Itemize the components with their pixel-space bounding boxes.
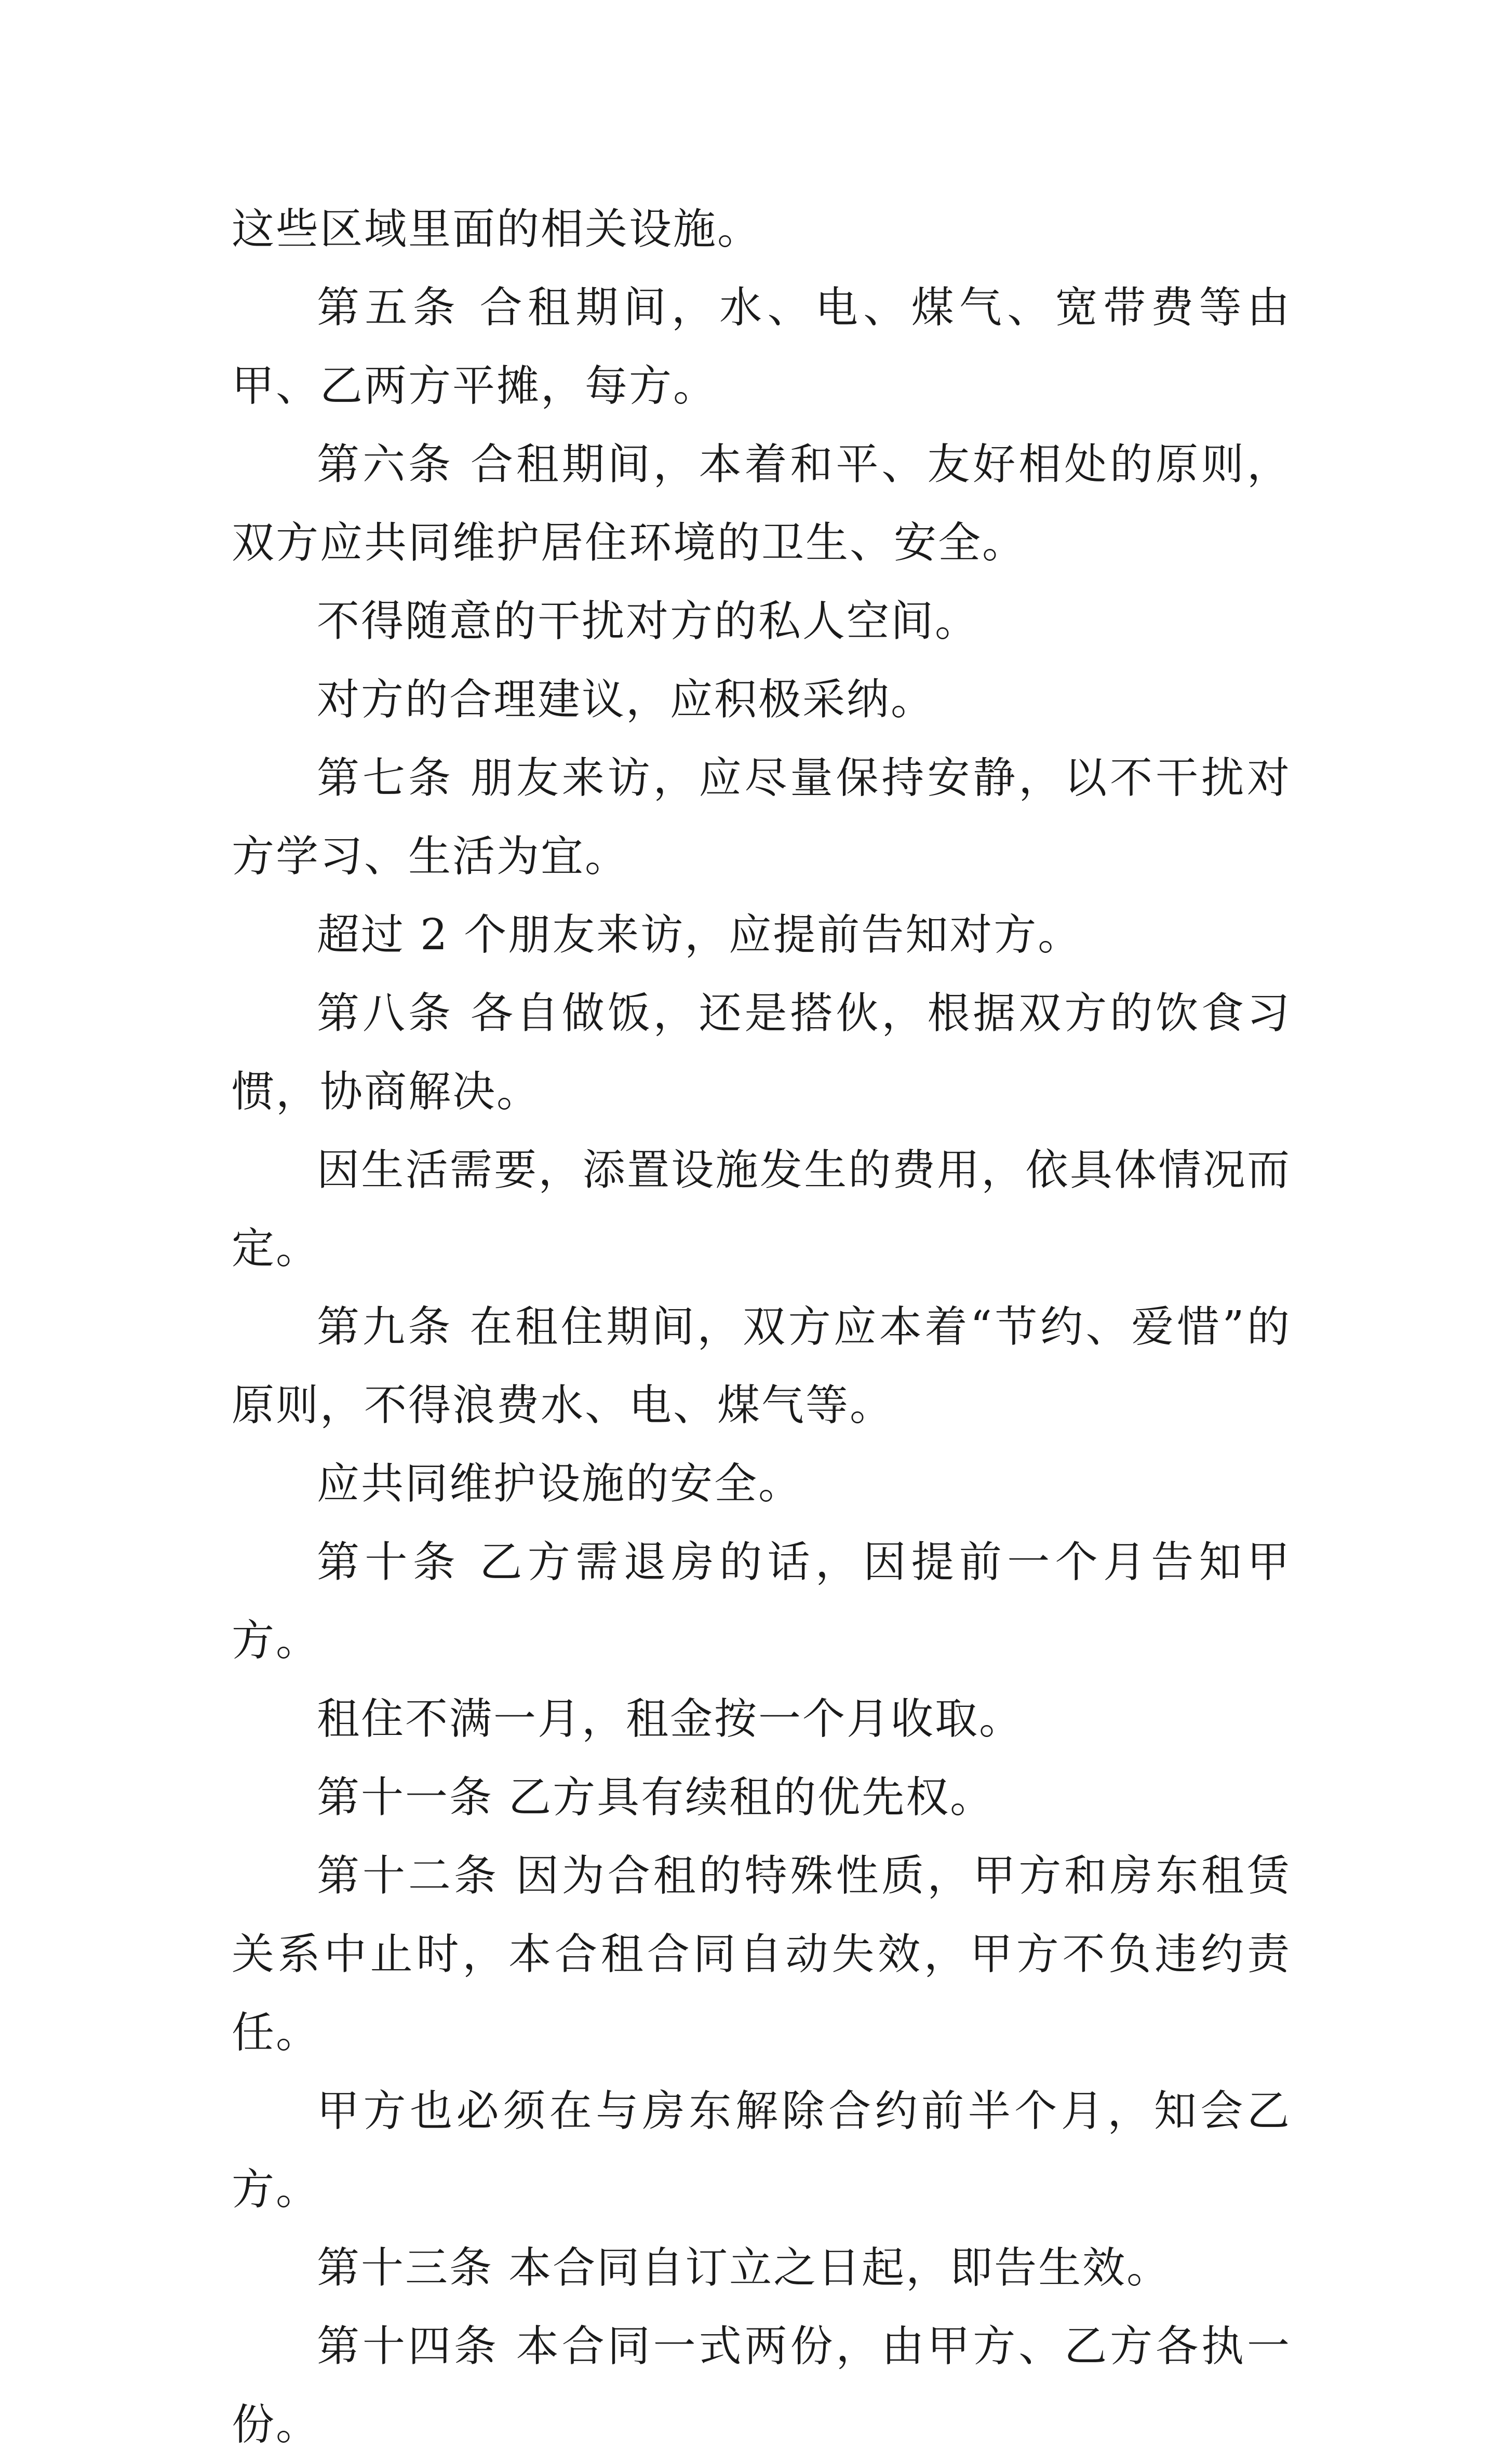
paragraph-article-5: 第五条 合租期间，水、电、煤气、宽带费等由甲、乙两方平摊，每方。: [232, 283, 1291, 411]
paragraph-article-8: 第八条 各自做饭，还是搭伙，根据双方的饮食习惯，协商解决。: [232, 989, 1291, 1116]
paragraph-rent-month: 租住不满一月，租金按一个月收取。: [317, 1694, 1024, 1744]
paragraph-article-6: 第六条 合租期间，本着和平、友好相处的原则，双方应共同维护居住环境的卫生、安全。: [232, 440, 1291, 568]
paragraph-suggestions: 对方的合理建议，应积极采纳。: [317, 675, 935, 724]
paragraph-notice: 甲方也必须在与房东解除合约前半个月，知会乙方。: [232, 2086, 1291, 2214]
paragraph-visitors: 超过 2 个朋友来访，应提前告知对方。: [317, 910, 1082, 960]
paragraph-article-13: 第十三条 本合同自订立之日起，即告生效。: [317, 2243, 1171, 2293]
paragraph-facility-safety: 应共同维护设施的安全。: [317, 1459, 803, 1509]
document-body: [232, 190, 1291, 2464]
paragraph-continuation: 这些区域里面的相关设施。: [232, 205, 762, 254]
paragraph-article-9: 第九条 在租住期间，双方应本着“节约、爱惜”的原则，不得浪费水、电、煤气等。: [232, 1302, 1291, 1430]
paragraph-article-14: 第十四条 本合同一式两份，由甲方、乙方各执一份。: [232, 2322, 1291, 2449]
paragraph-article-11: 第十一条 乙方具有续租的优先权。: [317, 1773, 995, 1822]
paragraph-article-10: 第十条 乙方需退房的话，因提前一个月告知甲方。: [232, 1538, 1291, 1665]
paragraph-privacy: 不得随意的干扰对方的私人空间。: [317, 597, 979, 646]
paragraph-article-12: 第十二条 因为合租的特殊性质，甲方和房东租赁关系中止时，本合租合同自动失效，甲方不负违约责任。: [232, 1851, 1291, 2057]
paragraph-article-7: 第七条 朋友来访，应尽量保持安静，以不干扰对方学习、生活为宜。: [232, 753, 1291, 881]
paragraph-expenses: 因生活需要，添置设施发生的费用，依具体情况而定。: [232, 1146, 1291, 1273]
